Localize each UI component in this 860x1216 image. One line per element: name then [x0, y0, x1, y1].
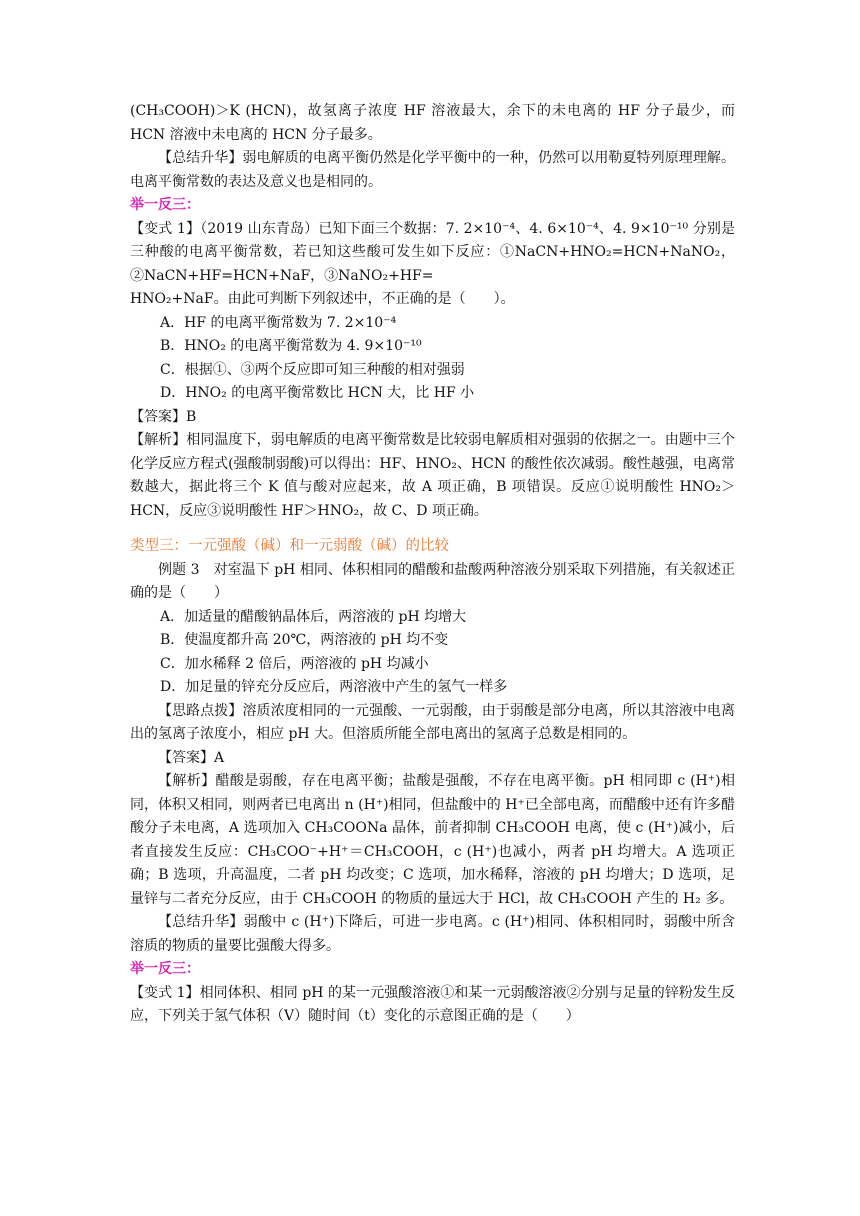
- option-d: D．加足量的锌充分反应后，两溶液中产生的氢气一样多: [160, 679, 508, 695]
- option-a: A．HF 的电离平衡常数为 7. 2×10⁻⁴: [160, 314, 397, 331]
- example-question: 例题 3 对室温下 pH 相同、体积相同的醋酸和盐酸两种溶液分别采取下列措施，有关叙述正确的是（ ）: [130, 561, 735, 601]
- analysis-paragraph: 【解析】相同温度下，弱电解质的电离平衡常数是比较弱电解质相对强弱的依据之一。由题中三个化学反应方程式(强酸制弱酸)可以得出：HF、HNO₂、HCN 的酸性依次减弱。酸性越强，电离常数越大，据此将三个 K 值与酸对应起来，故 A 项正确，B 项错误。反应①说明酸性 HNO₂＞HCN，反应③说明酸性 HF＞HNO₂，故 C、D 项正确。: [130, 432, 735, 519]
- option-b: B．HNO₂ 的电离平衡常数为 4. 9×10⁻¹⁰: [160, 338, 422, 354]
- option-b: B．使温度都升高 20℃，两溶液的 pH 均不变: [160, 632, 449, 648]
- hint-paragraph: 【思路点拨】溶质浓度相同的一元强酸、一元弱酸，由于弱酸是部分电离，所以其溶液中电离出的氢离子浓度小，相应 pH 大。但溶质所能全部电离出的氢离子总数是相同的。: [130, 702, 735, 742]
- text-line: (CH₃COOH)＞K (HCN)，故氢离子浓度 HF 溶液最大，余下的未电离的 HF 分子最少，而 HCN 溶液中未电离的 HCN 分子最多。: [130, 103, 735, 143]
- spacer: [130, 523, 735, 535]
- option-c: C．根据①、③两个反应即可知三种酸的相对强弱: [160, 361, 465, 378]
- variant-question-cont: HNO₂+NaF。由此可判断下列叙述中，不正确的是（ ）。: [130, 291, 515, 307]
- answer-line: 【答案】B: [130, 408, 197, 425]
- option-c: C．加水稀释 2 倍后，两溶液的 pH 均减小: [160, 655, 429, 672]
- variant-question: 【变式 1】相同体积、相同 pH 的某一元强酸溶液①和某一元弱酸溶液②分别与足量的锌粉发生反应，下列关于氢气体积（V）随时间（t）变化的示意图正确的是（ ）: [130, 984, 735, 1024]
- summary-paragraph: 【总结升华】弱电解质的电离平衡仍然是化学平衡中的一种，仍然可以用勒夏特列原理理解。电离平衡常数的表达及意义也是相同的。: [130, 150, 735, 190]
- option-d: D．HNO₂ 的电离平衡常数比 HCN 大，比 HF 小: [160, 385, 475, 401]
- summary-paragraph: 【总结升华】弱酸中 c (H⁺)下降后，可进一步电离。c (H⁺)相同、体积相同时，弱酸中所含溶质的物质的量要比强酸大得多。: [130, 914, 735, 954]
- practice-heading: 举一反三：: [130, 961, 200, 977]
- document-page: [130, 100, 735, 1029]
- practice-heading: 举一反三：: [130, 197, 200, 213]
- answer-line: 【答案】A: [158, 749, 225, 766]
- analysis-paragraph: 【解析】醋酸是弱酸，存在电离平衡；盐酸是强酸，不存在电离平衡。pH 相同即 c (H⁺)相同，体积又相同，则两者已电离出 n (H⁺)相同，但盐酸中的 H⁺已全部电离，而醋酸中还有许多醋酸分子未电离，A 选项加入 CH₃COONa 晶体，前者抑制 CH₃COOH 电离，使 c (H⁺)减小，后者直接发生反应：CH₃COO⁻+H⁺＝CH₃COOH，c (H⁺)也减小，两者 pH 均增大。A 选项正确；B 选项，升高温度，二者 pH 均改变；C 选项，加水稀释，溶液的 pH 均增大；D 选项，足量锌与二者充分反应，由于 CH₃COOH 的物质的量远大于 HCl，故 CH₃COOH 产生的 H₂ 多。: [130, 773, 735, 907]
- option-a: A．加适量的醋酸钠晶体后，两溶液的 pH 均增大: [160, 608, 467, 625]
- section-heading: 类型三：一元强酸（碱）和一元弱酸（碱）的比较: [130, 538, 449, 554]
- variant-question: 【变式 1】（2019 山东青岛）已知下面三个数据：7. 2×10⁻⁴、4. 6×10⁻⁴、4. 9×10⁻¹⁰ 分别是三种酸的电离平衡常数，若已知这些酸可发生如下反应：①NaCN+HNO₂=HCN+NaNO₂，②NaCN+HF=HCN+NaF，③NaNO₂+HF=: [130, 220, 735, 284]
